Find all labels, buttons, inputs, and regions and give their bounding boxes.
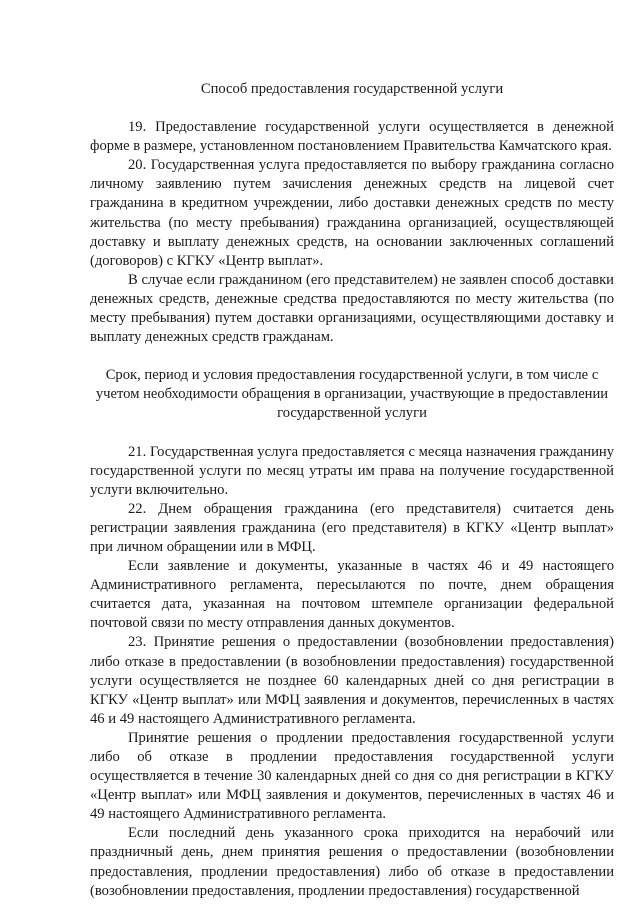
paragraph-nonworking-day: Если последний день указанного срока приходится на нерабочий или праздничный день, днем принятия решения о предоставлении (возобновлении предоставления, продлении предоставления) либо об отказе в предоставлении (возобновлении предоставления, продлении предоставления) государственной xyxy=(90,825,614,899)
paragraph-21: 21. Государственная услуга предоставляется с месяца назначения гражданину государственной услуги по месяц утраты им права на получение государственной услуги включительно. xyxy=(90,443,614,498)
paragraph-delivery-default: В случае если гражданином (его представителем) не заявлен способ доставки денежных средств, денежные средства предоставляются по месту жительства (по месту пребывания) путем доставки организациями, осуществляющими доставку и выплату денежных средств гражданам. xyxy=(90,271,614,346)
paragraph-23: 23. Принятие решения о предоставлении (возобновлении предоставления) либо отказе в предоставлении (в возобновлении предоставления) государственной услуги осуществляется не позднее 60 календарных дней со дня регистрации в КГКУ «Центр выплат» или МФЦ заявления и документов, перечисленных в частях 46 и 49 настоящего Административного регламента. xyxy=(90,634,614,727)
paragraph-20: 20. Государственная услуга предоставляется по выбору гражданина согласно личному заявлению путем зачисления денежных средств на лицевой счет гражданина в кредитном учреждении, либо доставки денежных средств по месту жительства (по месту пребывания) гражданина организацией, осуществляющей доставку и выплату денежных средств, на основании заключенных соглашений (договоров) с КГКУ «Центр выплат». xyxy=(90,157,614,269)
paragraph-22: 22. Днем обращения гражданина (его представителя) считается день регистрации заявления гражданина (его представителя) в КГКУ «Центр выплат» при личном обращении или в МФЦ. xyxy=(90,500,614,555)
paragraph-postal-submission: Если заявление и документы, указанные в частях 46 и 49 настоящего Административного регламента, пересылаются по почте, днем обращения считается дата, указанная на почтовом штемпеле организации федеральной почтовой связи по месту отправления данных документов. xyxy=(90,558,614,632)
paragraph-extension-decision: Принятие решения о продлении предоставления государственной услуги либо об отказе в продлении предоставления государственной услуги осуществляется в течение 30 календарных дней со дня со дня регистрации в КГКУ «Центр выплат» или МФЦ заявления и документов, перечисленных в частях 46 и 49 настоящего Административного регламента. xyxy=(90,729,614,823)
section-heading-provision-method: Способ предоставления государственной услуги xyxy=(200,81,504,97)
section-heading-terms-conditions: Срок, период и условия предоставления государственной услуги, в том числе с учетом необходимости обращения в организации, участвующие в предоставлении государственной услуги xyxy=(95,367,609,422)
paragraph-19: 19. Предоставление государственной услуги осуществляется в денежной форме в размере, установленном постановлением Правительства Камчатского края. xyxy=(90,119,614,155)
